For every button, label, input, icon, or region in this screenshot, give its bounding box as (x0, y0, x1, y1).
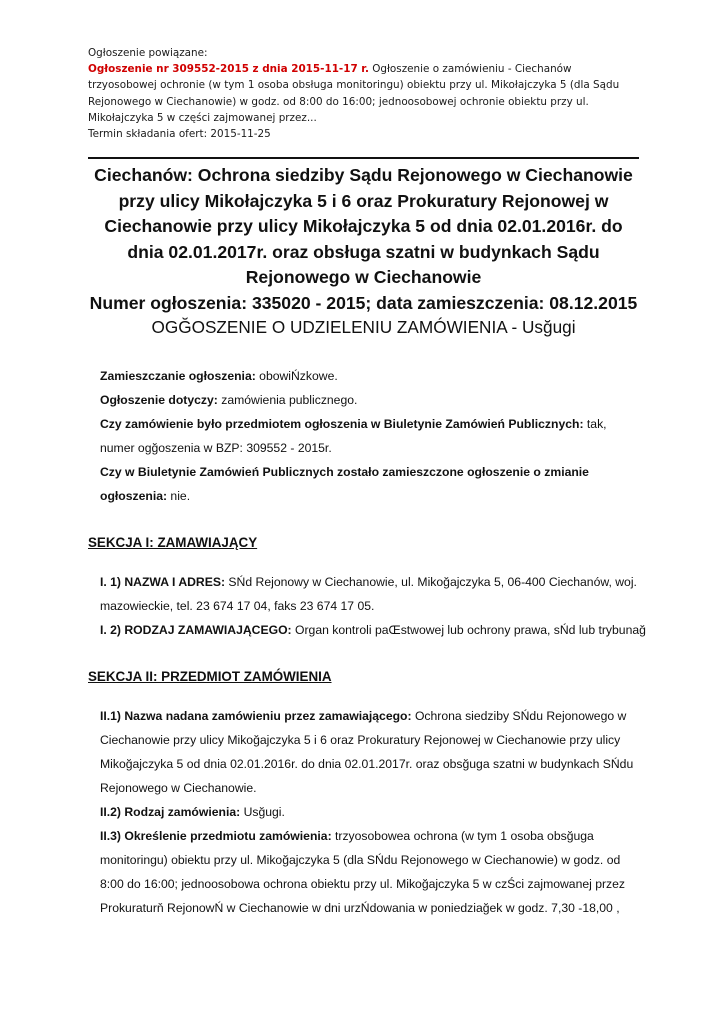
section-2-line-1 (100, 709, 626, 723)
section-2-label-1: II.1) Nazwa nadana zamówieniu przez zamawiającego: (100, 709, 412, 723)
related-line-4: Mikołajczyka 5 w części zajmowanej przez... (88, 111, 317, 124)
section-1-line-3 (100, 623, 646, 637)
section-2-line-5 (100, 805, 285, 819)
section-2-line-9: Prokuraturň RejonowŃ w Ciechanowie w dni urzŃdowania w poniedziağek w godz. 7,30 -18,00 , (100, 901, 620, 915)
intro-label-4: ogłoszenia: (100, 489, 168, 503)
section-2-label-3: II.3) Określenie przedmiotu zamówienia: (100, 829, 332, 843)
section-1-label-2: I. 2) RODZAJ ZAMAWIAJĄCEGO: (100, 623, 292, 637)
related-notice (88, 45, 648, 142)
page-title (88, 163, 639, 317)
related-line-3: Rejonowego w Ciechanowie) w godz. od 8:00 do 16:00; jednoosobowej ochronie obiektu przy ul. (88, 95, 589, 108)
intro-label-2: Ogłoszenie dotyczy: (100, 393, 218, 407)
title-line-2: przy ulicy Mikołajczyka 5 i 6 oraz Prokuratury Rejonowej w (118, 190, 609, 211)
related-line-2: trzyosobowej ochronie (w tym 1 osoba obsługa monitoringu) obiektu przy ul. Mikołajczyka 5 (dla Sądu (88, 79, 620, 92)
section-1-heading: SEKCJA I: ZAMAWIAJĄCY (88, 535, 258, 550)
section-2-value-1: Ochrona siedziby SŃdu Rejonowego w (411, 709, 627, 723)
section-1-line-1 (100, 575, 637, 589)
title-line-1: Ciechanów: Ochrona siedziby Sądu Rejonowego w Ciechanowie (94, 165, 633, 185)
intro-value-2: zamówienia publicznego. (217, 393, 358, 407)
section-1-label-1: I. 1) NAZWA I ADRES: (100, 575, 226, 589)
section-2-line-4: Rejonowego w Ciechanowie. (100, 781, 257, 795)
related-deadline: Termin składania ofert: 2015-11-25 (88, 128, 271, 141)
title-line-4: dnia 02.01.2017r. oraz obsługa szatni w budynkach Sądu (127, 241, 600, 262)
horizontal-divider (88, 157, 639, 159)
intro-line-4: numer ogğoszenia w BZP: 309552 - 2015r. (100, 441, 332, 455)
section-2-line-2: Ciechanowie przy ulicy Mikoğajczyka 5 i 6 oraz Prokuratury Rejonowej w Ciechanowie przy ulicy (100, 733, 621, 747)
section-2-line-8: 8:00 do 16:00; jednoosobowa ochrona obiektu przy ul. Mikoğajczyka 5 w czŚci zajmowanej przez (100, 877, 626, 891)
related-notice-link[interactable]: Ogłoszenie nr 309552-2015 z dnia 2015-11-17 r. (88, 63, 369, 76)
intro-value-3: tak, (583, 417, 607, 431)
intro-label-3: Czy zamówienie było przedmiotem ogłoszenia w Biuletynie Zamówień Publicznych: (100, 417, 584, 431)
section-2-line-7: monitoringu) obiektu przy ul. Mikoğajczyka 5 (dla SŃdu Rejonowego w Ciechanowie) w godz. od (100, 853, 621, 867)
section-1-value-1: SŃd Rejonowy w Ciechanowie, ul. Mikoğajczyka 5, 06-400 Ciechanów, woj. (225, 575, 637, 589)
intro-line-3 (100, 417, 607, 431)
intro-line-5: Czy w Biuletynie Zamówień Publicznych zostało zamieszczone ogłoszenie o zmianie (100, 465, 589, 479)
section-1-line-2: mazowieckie, tel. 23 674 17 04, faks 23 674 17 05. (100, 599, 375, 613)
intro-label-1: Zamieszczanie ogłoszenia: (100, 369, 256, 383)
section-2-value-2: Usğugi. (240, 805, 285, 819)
notice-subtitle: OGĞOSZENIE O UDZIELENIU ZAMÓWIENIA - Usğugi (151, 317, 576, 337)
section-2-label-2: II.2) Rodzaj zamówienia: (100, 805, 241, 819)
section-2-line-6 (100, 829, 594, 843)
related-line-1 (88, 61, 648, 77)
section-2-heading: SEKCJA II: PRZEDMIOT ZAMÓWIENIA (88, 669, 332, 684)
intro-line-2 (100, 393, 357, 407)
intro-value-4: nie. (167, 489, 191, 503)
section-2-line-3: Mikoğajczyka 5 od dnia 02.01.2016r. do dnia 02.01.2017r. oraz obsğuga szatni w budynkach SŃdu (100, 757, 634, 771)
intro-line-6 (100, 489, 190, 503)
related-line-1-text: Ogłoszenie o zamówieniu - Ciechanów (368, 63, 572, 76)
title-line-5: Rejonowego w Ciechanowie (245, 267, 482, 288)
title-line-3: Ciechanowie przy ulicy Mikołajczyka 5 od dnia 02.01.2016r. do (104, 216, 623, 237)
section-1-value-2: Organ kontroli paŒstwowej lub ochrony prawa, sŃd lub trybunağ (291, 623, 646, 637)
intro-value-1: obowiŃzkowe. (255, 369, 338, 383)
title-line-6: Numer ogłoszenia: 335020 - 2015; data zamieszczenia: 08.12.2015 (89, 292, 638, 313)
intro-line-1 (100, 369, 338, 383)
section-2-value-3: trzyosobowea ochrona (w tym 1 osoba obsğuga (331, 829, 594, 843)
related-heading: Ogłoszenie powiązane: (88, 47, 208, 59)
